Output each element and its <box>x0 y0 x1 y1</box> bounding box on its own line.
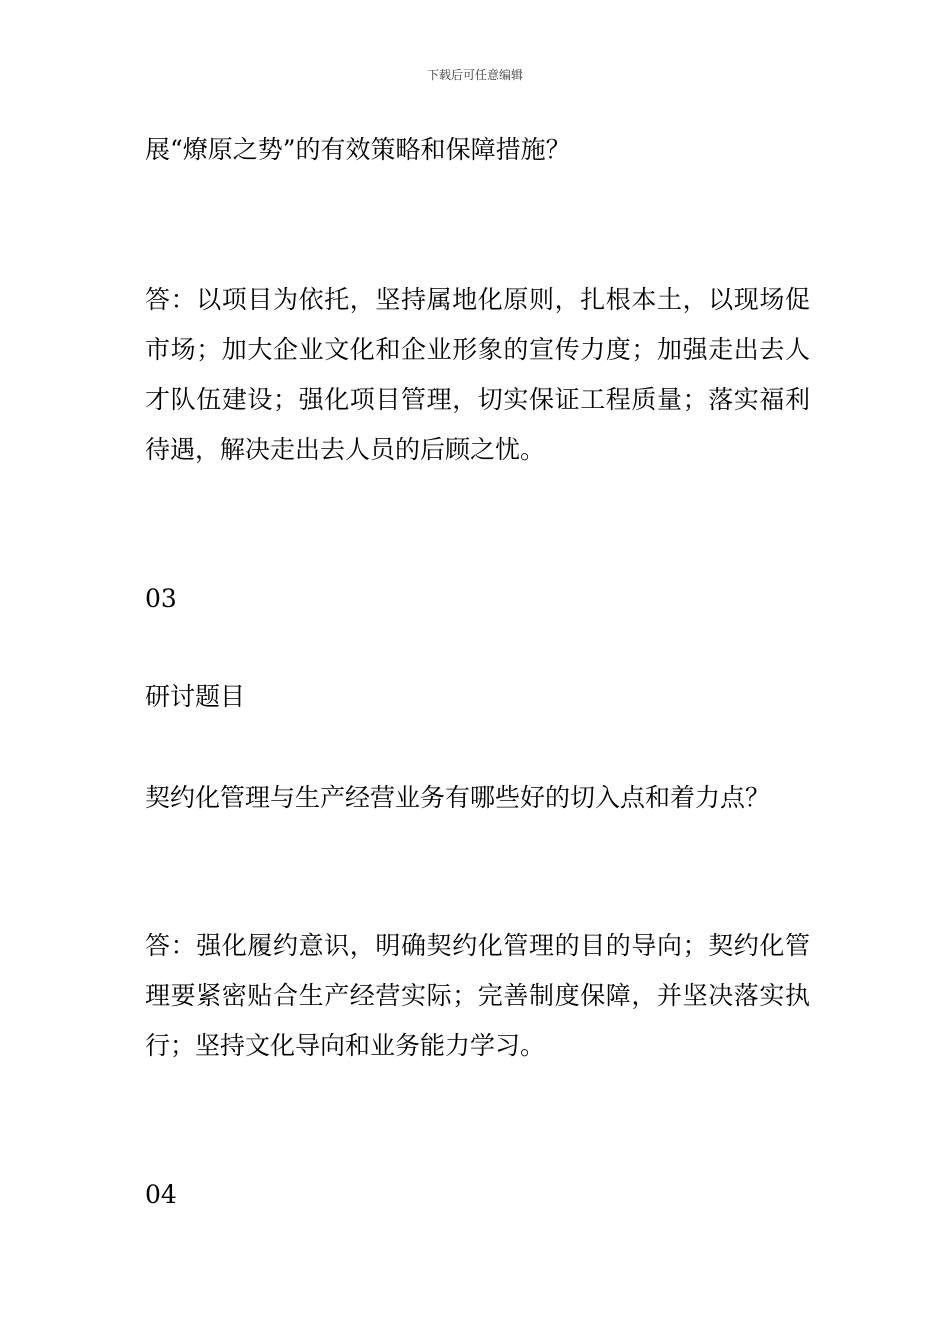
page-header-note: 下载后可任意编辑 <box>426 68 523 82</box>
answer-2: 答：以项目为依托，坚持属地化原则，扎根本土，以现场促市场；加大企业文化和企业形象的宣传力度；加强走出去人才队伍建设；强化项目管理，切实保证工程质量；落实福利待遇，解决走出去人员的后顾之忧。 <box>145 285 810 464</box>
section-number-03: 03 <box>145 584 177 613</box>
section-number-04: 04 <box>145 1180 177 1209</box>
question-2-continuation: 展“燎原之势”的有效策略和保障措施？ <box>145 135 571 164</box>
question-3: 契约化管理与生产经营业务有哪些好的切入点和着力点？ <box>145 783 771 812</box>
answer-3: 答：强化履约意识，明确契约化管理的目的导向；契约化管理要紧密贴合生产经营实际；完善制度保障，并坚决落实执行；坚持文化导向和业务能力学习。 <box>145 931 810 1060</box>
section-heading-03: 研讨题目 <box>145 682 246 711</box>
